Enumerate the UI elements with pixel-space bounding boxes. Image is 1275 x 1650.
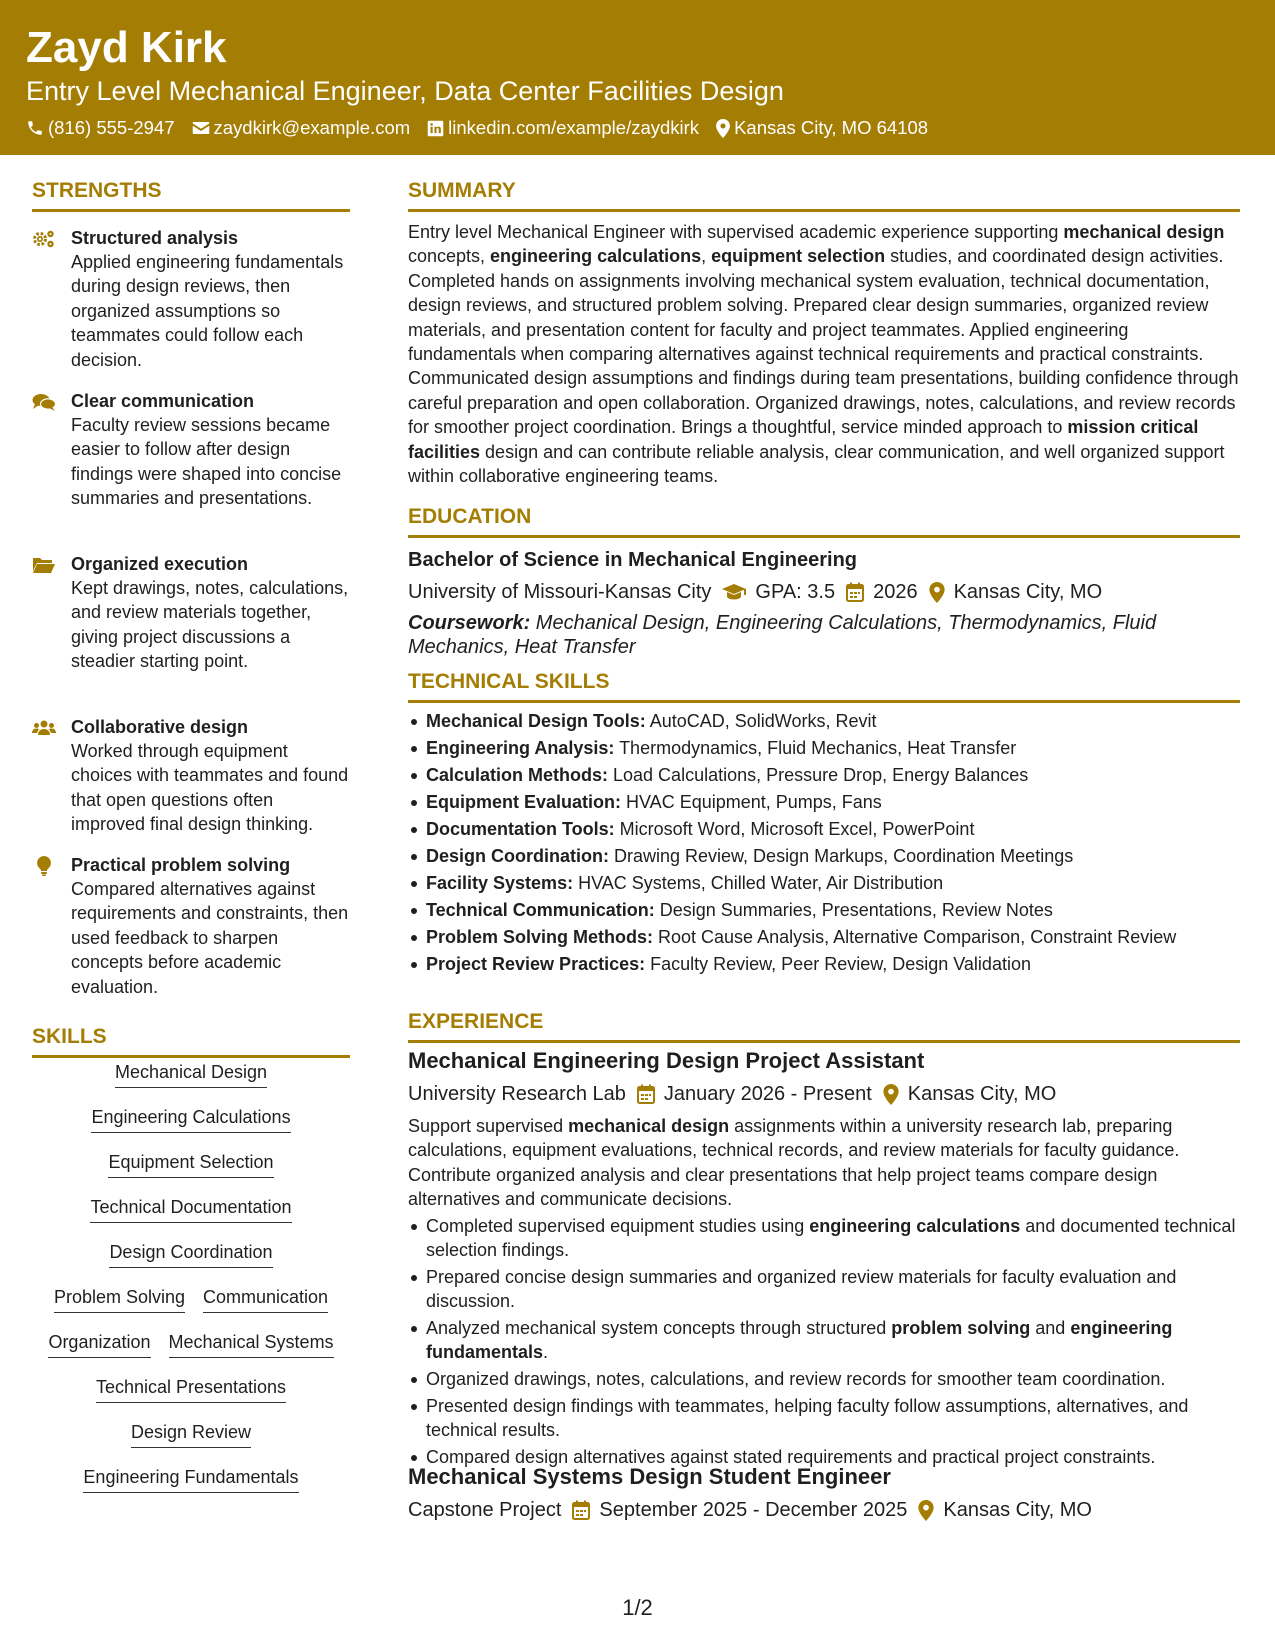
map-pin-icon [716,119,730,138]
graduation-year: 2026 [873,581,918,603]
summary-keyword: engineering calculations [490,246,702,267]
education-heading: EDUCATION [408,504,1240,538]
skill-row [32,1465,350,1510]
phone-icon [26,119,44,137]
skill-tag: Design Review [131,1420,251,1448]
contact-phone[interactable] [26,115,175,141]
candidate-title: Entry Level Mechanical Engineer, Data Center Facilities Design [26,76,784,106]
job-bullet: Organized drawings, notes, calculations, and review records for smoother team coordination. [426,1367,1240,1391]
skill-tag: Mechanical Systems [169,1330,334,1358]
skill-tag: Mechanical Design [115,1060,267,1088]
desc-part: Support supervised [408,1116,569,1136]
job-bullet [426,1214,1240,1262]
contact-bar [26,115,945,141]
job-entry [408,1462,1240,1524]
contact-linkedin[interactable] [427,115,699,141]
resume-header [0,0,1275,155]
map-pin-icon [918,1500,934,1521]
candidate-name: Zayd Kirk [26,23,227,72]
skill-tag: Engineering Calculations [91,1105,290,1133]
tech-skill-item [426,925,1258,949]
skills-heading: SKILLS [32,1024,350,1058]
skill-tag: Organization [48,1330,150,1358]
contact-email[interactable] [192,115,411,141]
job-org: University Research Lab [408,1083,626,1105]
contact-location [716,115,928,141]
job-bullet: Compared design alternatives against stated requirements and practical project constraints. [426,1445,1240,1469]
strength-item [32,853,350,999]
calendar-icon [846,582,864,602]
skill-row [32,1375,350,1420]
job-description [408,1114,1240,1212]
strength-item [32,226,350,372]
skill-tag: Problem Solving [54,1285,185,1313]
tech-skill-item [426,898,1258,922]
job-dates: September 2025 - December 2025 [599,1499,908,1521]
tech-skill-value: HVAC Systems, Chilled Water, Air Distribution [573,873,944,893]
graduation-cap-icon [722,583,746,601]
tech-skill-value: Load Calculations, Pressure Drop, Energy Balances [608,765,1029,785]
strength-desc: Applied engineering fundamentals during design reviews, then organized assumptions so teammates could follow each decision. [71,252,344,370]
technical-skills-list [408,709,1258,979]
summary-part: design and can contribute reliable analysis, clear communication, and well organized support within collaborative engineering teams. [408,441,1225,487]
summary-part: , [701,246,712,267]
skills-list [32,1060,350,1510]
summary-keyword: equipment selection [711,246,886,267]
tech-skill-value: Microsoft Word, Microsoft Excel, PowerPoint [614,819,975,839]
tech-skill-item [426,763,1258,787]
summary-keyword: mission critical facilities [408,417,1199,462]
job-bullet: Presented design findings with teammates, helping faculty follow assumptions, alternatives, and technical results. [426,1394,1240,1442]
job-meta [408,1080,1240,1108]
job-org: Capstone Project [408,1499,562,1521]
strength-title: Structured analysis [71,228,239,248]
summary-part: concepts, [408,246,491,267]
summary-part: studies, and coordinated design activities. Completed hands on assignments involving mechanical system evaluation, technical documentation, design reviews, and structured problem solving. Prepared clear design summaries, organized review materials, and presentation content for faculty and project teammates. Applied engineering fundamentals when comparing alternatives against technical requirements and practical constraints. Communicated design assumptions and findings during team presentations, building confidence through careful preparation and open collaboration. Organized drawings, notes, calculations, and review records for smoother project coordination. Brings a thoughtful, service minded approach to [408,246,1239,438]
users-icon [32,718,56,738]
strength-item [32,715,350,837]
skill-row [32,1060,350,1105]
job-location: Kansas City, MO [907,1083,1057,1105]
strength-desc: Compared alternatives against requirements and constraints, then used feedback to sharpen concepts before academic evaluation. [71,879,349,997]
job-title: Mechanical Systems Design Student Engineer [408,1464,891,1489]
summary-keyword: mechanical design [1063,222,1225,242]
job-meta [408,1496,1240,1524]
strength-title: Collaborative design [71,717,249,737]
bullet-part: Analyzed mechanical system concepts through structured [426,1317,892,1338]
strength-desc: Worked through equipment choices with teammates and found that open questions often improved final design thinking. [71,741,349,835]
strength-item [32,552,350,674]
skill-row [32,1150,350,1195]
tech-skill-item [426,952,1258,976]
bullet-keyword: problem solving [891,1317,1031,1338]
tech-skill-label: Project Review Practices: [426,954,646,974]
folder-open-icon [32,555,56,575]
strength-item [32,389,350,511]
tech-skill-item [426,790,1258,814]
strength-desc: Faculty review sessions became easier to follow after design findings were shaped into concise summaries and presentations. [71,415,342,509]
technical-skills-heading: TECHNICAL SKILLS [408,669,1240,703]
bullet-keyword: engineering fundamentals [426,1317,1173,1362]
skill-tag: Equipment Selection [108,1150,273,1178]
skill-row [32,1105,350,1150]
strength-desc: Kept drawings, notes, calculations, and review materials together, giving project discussions a steadier starting point. [71,578,349,672]
phone-text: (816) 555-2947 [48,117,175,138]
tech-skill-value: Drawing Review, Design Markups, Coordination Meetings [609,846,1074,866]
experience-heading: EXPERIENCE [408,1009,1240,1043]
tech-skill-item [426,817,1258,841]
tech-skill-item [426,844,1258,868]
degree-title: Bachelor of Science in Mechanical Engineering [408,549,858,571]
summary-text [408,220,1240,488]
strengths-heading: STRENGTHS [32,178,350,212]
location-text: Kansas City, MO 64108 [734,117,929,138]
skill-row [32,1195,350,1240]
tech-skill-item [426,709,1258,733]
skill-tag: Technical Documentation [90,1195,291,1223]
job-bullets [408,1214,1240,1469]
tech-skill-label: Engineering Analysis: [426,738,615,758]
education-meta [408,578,1240,606]
linkedin-text: linkedin.com/example/zaydkirk [448,117,700,138]
bullet-part: and documented technical selection findings. [426,1215,1236,1260]
tech-skill-label: Equipment Evaluation: [426,792,622,812]
coursework-list: Mechanical Design, Engineering Calculations, Thermodynamics, Fluid Mechanics, Heat Transfer [408,612,1157,658]
tech-skill-item [426,871,1258,895]
tech-skill-label: Calculation Methods: [426,765,609,785]
tech-skill-label: Documentation Tools: [426,819,615,839]
tech-skill-label: Technical Communication: [426,900,655,920]
school-name: University of Missouri-Kansas City [408,581,712,603]
tech-skill-value: Root Cause Analysis, Alternative Comparison, Constraint Review [653,927,1177,947]
tech-skill-value: Design Summaries, Presentations, Review Notes [654,900,1053,920]
tech-skill-label: Facility Systems: [426,873,574,893]
summary-part: Entry level Mechanical Engineer with supervised academic experience supporting [408,222,1064,242]
job-entry [408,1046,1240,1472]
lightbulb-icon [32,856,56,876]
strength-title: Clear communication [71,391,255,411]
coursework [408,611,1240,659]
skill-row [32,1240,350,1285]
tech-skill-value: AutoCAD, SolidWorks, Revit [645,711,877,731]
tech-skill-value: Thermodynamics, Fluid Mechanics, Heat Transfer [614,738,1017,758]
map-pin-icon [929,582,945,603]
comments-icon [32,392,56,412]
tech-skill-label: Design Coordination: [426,846,609,866]
tech-skill-item [426,736,1258,760]
desc-part: assignments within a university research lab, preparing calculations, equipment evaluations, technical records, and review materials for faculty guidance. Contribute organized analysis and clear presentations that help project teams compare design alternatives and communicate decisions. [408,1116,1180,1210]
email-text: zaydkirk@example.com [213,117,411,138]
summary-heading: SUMMARY [408,178,1240,212]
bullet-part: and [1030,1317,1071,1338]
calendar-icon [572,1500,590,1520]
desc-keyword: mechanical design [568,1116,730,1136]
tech-skill-label: Problem Solving Methods: [426,927,654,947]
page-number: 1/2 [622,1595,653,1620]
map-pin-icon [883,1084,899,1105]
envelope-icon [192,120,210,136]
strength-title: Practical problem solving [71,855,291,875]
skill-tag: Engineering Fundamentals [83,1465,298,1493]
job-bullet: Prepared concise design summaries and organized review materials for faculty evaluation and discussion. [426,1265,1240,1313]
skill-tag: Communication [203,1285,328,1313]
skill-tag: Technical Presentations [96,1375,286,1403]
calendar-icon [637,1084,655,1104]
skill-row [32,1420,350,1465]
linkedin-icon [427,120,444,137]
job-location: Kansas City, MO [943,1499,1092,1521]
education-entry [408,546,1240,659]
skill-tag: Design Coordination [109,1240,272,1268]
bullet-part: Completed supervised equipment studies using [426,1215,810,1236]
strength-title: Organized execution [71,554,249,574]
school-location: Kansas City, MO [953,581,1103,603]
gears-icon [32,229,56,249]
tech-skill-value: HVAC Equipment, Pumps, Fans [621,792,882,812]
tech-skill-value: Faculty Review, Peer Review, Design Validation [645,954,1031,974]
skill-row [32,1285,350,1330]
job-dates: January 2026 - Present [663,1083,872,1105]
job-bullet [426,1316,1240,1364]
bullet-keyword: engineering calculations [809,1215,1021,1236]
coursework-label: Coursework: [408,612,531,634]
bullet-part: . [543,1341,549,1362]
skill-row [32,1330,350,1375]
job-title: Mechanical Engineering Design Project Assistant [408,1048,925,1073]
tech-skill-label: Mechanical Design Tools: [426,711,646,731]
gpa: GPA: 3.5 [755,581,836,603]
